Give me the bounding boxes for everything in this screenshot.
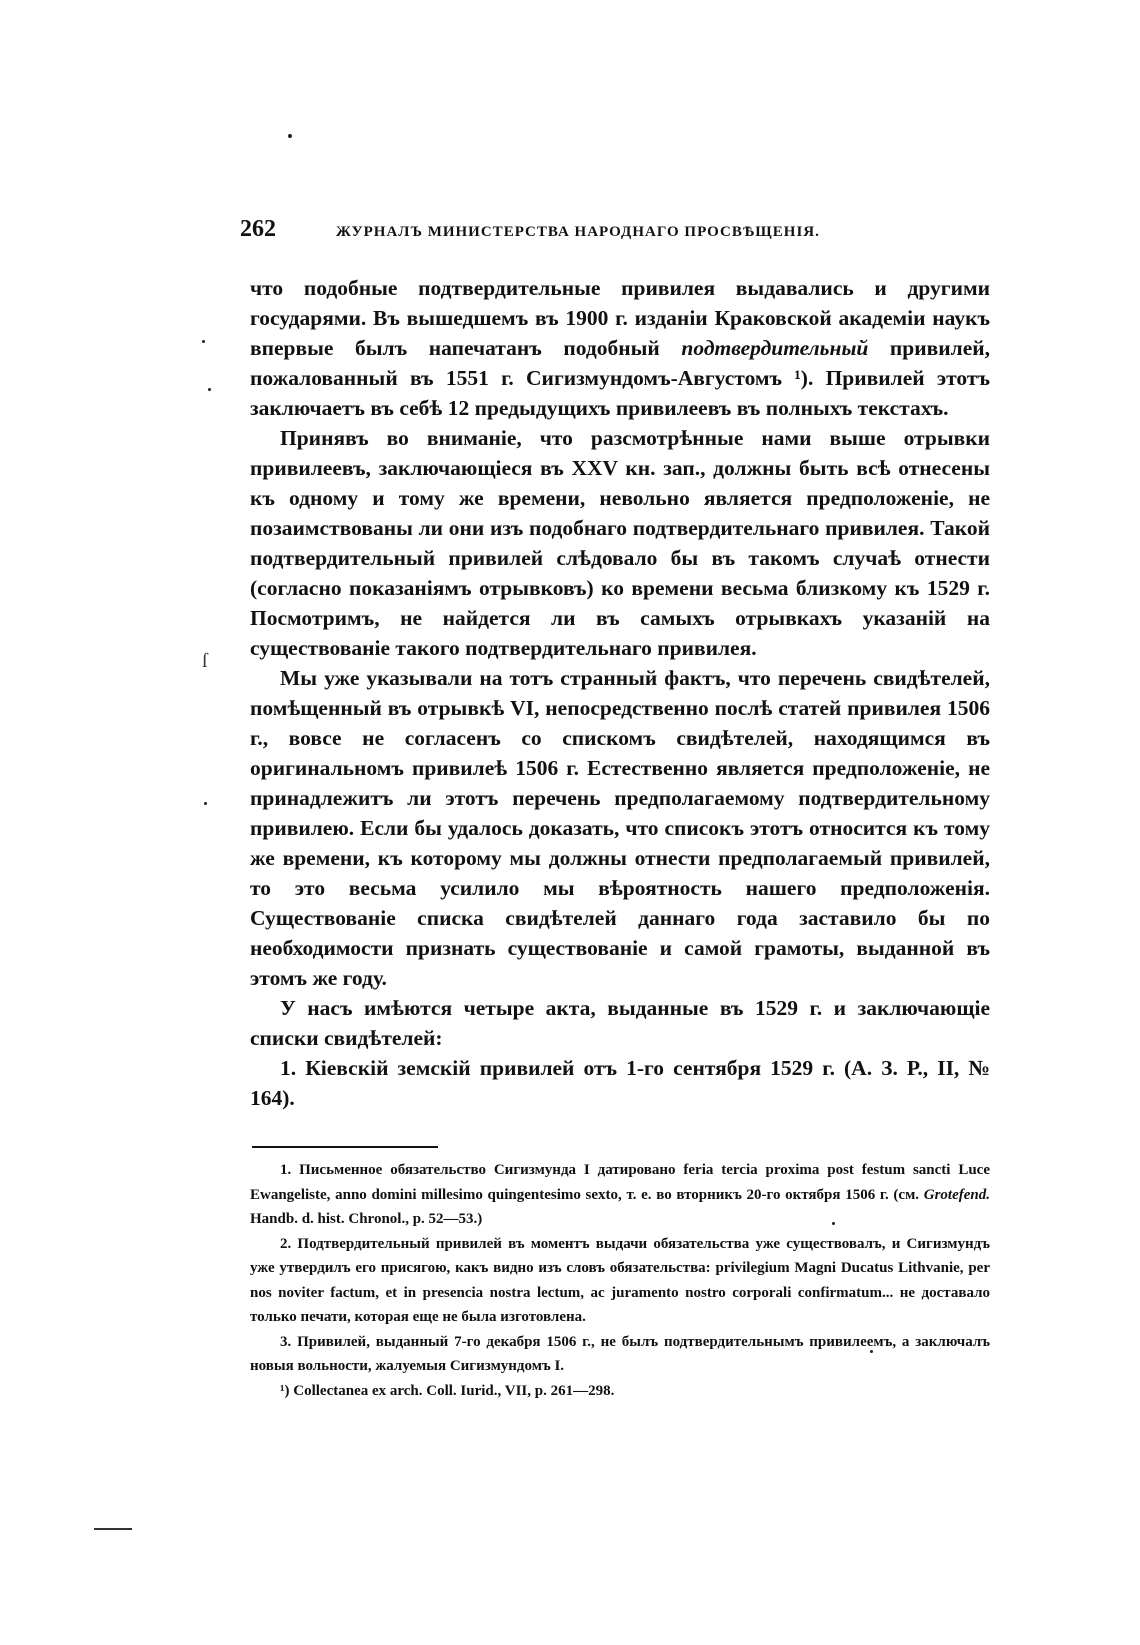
footnote-rule xyxy=(252,1146,438,1148)
footnote-1-text: 1. Письменное обязательство Сигизмунда I датировано feria tercia proxima post festum sancti Luce Ewangeliste, anno domini millesimo quingentesimo sexto, т. е. во вторникъ 20-го октября 1506 г. (см. xyxy=(250,1162,990,1203)
footnote-1 xyxy=(250,1158,990,1232)
scan-dash xyxy=(94,1528,132,1530)
footnote-1-italic: Grotefend. xyxy=(923,1186,990,1203)
scan-speck xyxy=(208,388,211,391)
body-text xyxy=(250,273,990,1113)
paragraph-1-text: что подобные подтвердительные привилея выдавались и другими государями. Въ вышедшемъ въ 1900 г. изданіи Краковской академіи наукъ впервые былъ напечатанъ подобный xyxy=(250,276,990,360)
paragraph-4: У насъ имѣются четыре акта, выданные въ 1529 г. и заключающіе списки свидѣтелей: xyxy=(250,996,990,1050)
page-header xyxy=(240,216,985,243)
footnotes xyxy=(250,1158,990,1403)
paragraph-2: Принявъ во вниманіе, что разсмотрѣнные нами выше отрывки привилеевъ, заключающіеся въ XXV кн. зап., должны быть всѣ отнесены къ одному и тому же времени, невольно является предположеніе, не позаимствованы ли они изъ подобнаго подтвердительнаго привилея. Такой подтвердительный привилей слѣдовало бы въ такомъ случаѣ отнести (согласно показаніямъ отрывковъ) ко времени весьма близкому къ 1529 г. Посмотримъ, не найдется ли въ самыхъ отрывкахъ указаній на существованіе такого подтвердительнаго привилея. xyxy=(250,426,990,660)
page-number: 262 xyxy=(240,216,276,242)
scan-speck xyxy=(288,134,292,138)
paragraph-1 xyxy=(250,273,990,423)
scan-speck xyxy=(204,802,207,805)
paragraph-3: Мы уже указывали на тотъ странный фактъ, что перечень свидѣтелей, помѣщенный въ отрывкѣ VI, непосредственно послѣ статей привилея 1506 г., вовсе не согласенъ со спискомъ свидѣтелей, находящимся въ оригинальномъ привилеѣ 1506 г. Естественно является предположеніе, не принадлежитъ ли этотъ перечень предполагаемому подтвердительному привилею. Если бы удалось доказать, что списокъ этотъ относится къ тому же времени, къ которому мы должны отнести предполагаемый привилей, то это весьма усилило мы вѣроятность нашего предположенія. Существованіе списка свидѣтелей даннаго года заставило бы по необходимости признать существованіе и самой грамоты, выданной въ этомъ же году. xyxy=(250,666,990,990)
paragraph-5: 1. Кіевскій земскій привилей отъ 1-го сентября 1529 г. (А. З. Р., II, № 164). xyxy=(250,1056,990,1110)
footnote-3: 3. Привилей, выданный 7-го декабря 1506 г., не былъ подтвердительнымъ привилеемъ, а заключалъ новыя вольности, жалуемыя Сигизмундомъ I. xyxy=(250,1333,990,1374)
paragraph-1-rest: привилей, пожалованный въ 1551 г. Сигизмундомъ-Августомъ ¹). Привилей этотъ заключаетъ въ себѣ 12 предыдущихъ привилеевъ въ полныхъ текстахъ. xyxy=(250,336,991,420)
scan-mark: ſ xyxy=(202,650,208,672)
footnote-4: ¹) Collectanea ex arch. Coll. Iurid., VII, p. 261—298. xyxy=(280,1382,615,1399)
italic-term: подтвердительный xyxy=(681,336,869,360)
footnote-1-rest: Handb. d. hist. Chronol., p. 52—53.) xyxy=(250,1211,483,1227)
footnote-2: 2. Подтвердительный привилей въ моментъ выдачи обязательства уже существовалъ, и Сигизмундъ уже утвердилъ его присягою, какъ видно изъ словъ обязательства: privilegium Magni Ducatus Lithvanie, per nos noviter factum, et in presencia nostra lectum, ac juramento nostro corporali confirmatum... не доставало только печати, которая еще не была изготовлена. xyxy=(250,1235,990,1325)
running-title: ЖУРНАЛЪ МИНИСТЕРСТВА НАРОДНАГО ПРОСВѢЩЕНІЯ. xyxy=(336,224,820,240)
scan-speck xyxy=(202,340,205,343)
